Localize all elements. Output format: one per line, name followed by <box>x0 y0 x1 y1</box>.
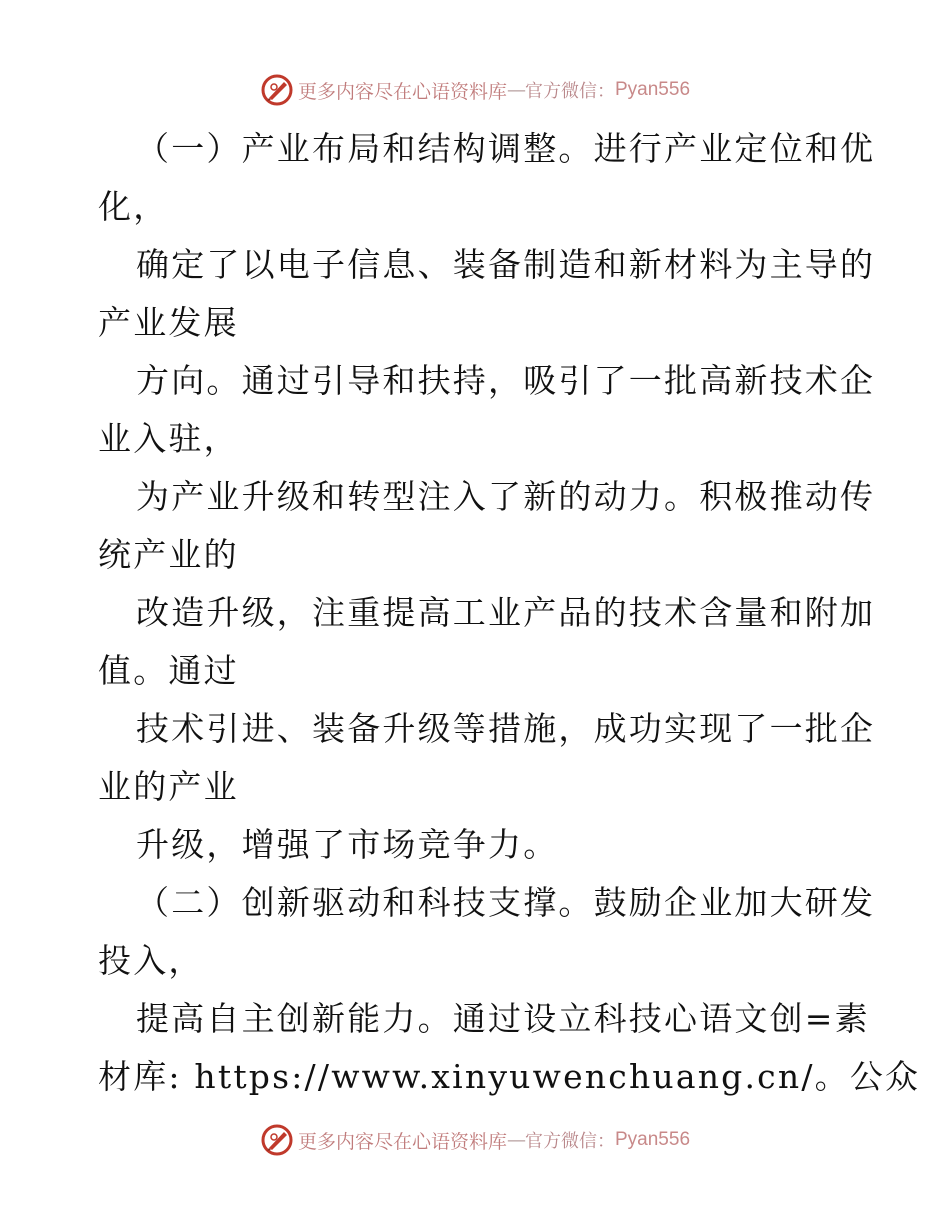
quill-pen-logo-icon <box>260 1123 294 1157</box>
watermark-brand-text: 更多内容尽在心语资料库 <box>297 80 507 103</box>
text-line: 为产业升级和转型注入了新的动力。积极推动传 <box>136 477 876 516</box>
text-line: 改造升级，注重提高工业产品的技术含量和附加 <box>136 593 876 632</box>
header-watermark <box>0 70 950 110</box>
text-line: 技术引进、装备升级等措施，成功实现了一批企 <box>136 709 876 748</box>
text-line: 确定了以电子信息、装备制造和新材料为主导的 <box>136 245 876 284</box>
footer-watermark <box>0 1120 950 1160</box>
watermark-wechat-label: 官方微信： <box>525 1131 615 1152</box>
watermark-wechat-id: Pyan556 <box>615 79 691 100</box>
text-line: 材库: https://www.xinyuwenchuang.cn/。公众 <box>98 1057 921 1096</box>
text-line: 升级，增强了市场竞争力。 <box>136 825 559 864</box>
watermark-wechat-id: Pyan556 <box>615 1129 691 1150</box>
text-line: 化， <box>98 187 169 226</box>
watermark-separator: — <box>507 79 525 101</box>
text-line: 统产业的 <box>98 535 239 574</box>
text-line: 方向。通过引导和扶持，吸引了一批高新技术企 <box>136 361 876 400</box>
watermark-separator: — <box>507 1129 525 1151</box>
document-body <box>98 120 921 1106</box>
text-line: （一）产业布局和结构调整。进行产业定位和优 <box>136 129 876 168</box>
text-line: 提高自主创新能力。通过设立科技心语文创=素 <box>136 999 870 1038</box>
text-line: 产业发展 <box>98 303 239 342</box>
watermark-wechat-label: 官方微信： <box>525 81 615 102</box>
text-line: 业入驻， <box>98 419 239 458</box>
text-line: 投入， <box>98 941 204 980</box>
watermark-brand-text: 更多内容尽在心语资料库 <box>297 1130 507 1153</box>
quill-pen-logo-icon <box>260 73 294 107</box>
text-line: （二）创新驱动和科技支撑。鼓励企业加大研发 <box>136 883 876 922</box>
text-line: 业的产业 <box>98 767 239 806</box>
text-line: 值。通过 <box>98 651 239 690</box>
